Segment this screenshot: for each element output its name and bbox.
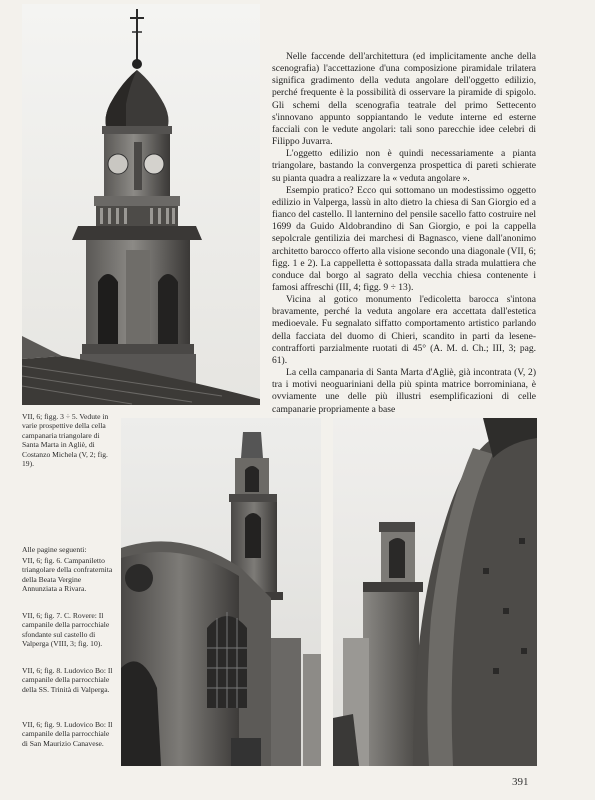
tower-perspective-illustration (333, 418, 537, 766)
bell-tower-illustration (22, 4, 260, 405)
caption-figs-3-5: VII, 6; figg. 3 ÷ 5. Vedute in varie prospettive della cella campanaria triangolare di Santa Marta in Agliè, di Costanzo Michela (V, 2; fig. 19). (22, 412, 109, 469)
caption-fig-7: VII, 6; fig. 7. C. Rovere: Il campanile della parrocchiale sfondante sul castello di Valperga (VIII, 3; fig. 10). (22, 611, 110, 649)
page-number: 391 (512, 776, 529, 788)
main-text (272, 51, 536, 416)
church-tower-photo (121, 418, 321, 766)
caption-fig-8: VII, 6; fig. 8. Ludovico Bo: Il campanile della parrocchiale della SS. Trinità di Valperga. (22, 666, 113, 694)
paragraph: L'oggetto edilizio non è quindi necessariamente a pianta triangolare, bastando la convergenza prospettica di pareti schierate su pianta quadra a realizzare la « veduta angolare ». (272, 148, 536, 184)
bell-tower-photo (22, 4, 260, 405)
paragraph: Nelle faccende dell'architettura (ed implicitamente anche della scenografia) l'accettazione d'una composizione piramidale trilatera significa gradimento della veduta angolare dell'oggetto edilizio, perché frequente è la possibilità di osservare la piramide di spigolo. Gli schemi della scenografia teatrale del primo Settecento s'innovano appunto soppiantando le vedute interne ed esterne facciali con le vedute angolari: tali sono parecchie idee celebri di Filippo Juvarra. (272, 51, 536, 148)
caption-following-pages-heading: Alle pagine seguenti: (22, 545, 87, 554)
paragraph: Vicina al gotico monumento l'edicoletta barocca s'intona bravamente, perché la veduta angolare era accettata dall'estetica medioevale. Fu segnalato siffatto comportamento artistico parlando della facciata del duomo di Chieri, scandito in parti da lesene-contrafforti parzialmente ruotati di 45° (A. M. d. Ch.; III, 3; pag. 61). (272, 294, 536, 366)
caption-fig-6: VII, 6; fig. 6. Campaniletto triangolare della confraternita della Beata Vergine Annunziata a Rivara. (22, 556, 113, 594)
caption-fig-9: VII, 6; fig. 9. Ludovico Bo: Il campanile della parrocchiale di San Maurizio Canavese. (22, 720, 113, 748)
church-tower-illustration (121, 418, 321, 766)
paragraph: Esempio pratico? Ecco qui sottomano un modestissimo oggetto edilizio in Valperga, lassù in alto dietro la chiesa di San Giorgio ed a fianco del castello. Il lanternino del pensile sacello fatto costruire nel 1699 da Guido Aldobrandino di San Giorgio, e poi la cappella sepolcrale gentilizia dei marchesi di Bagnasco, viene dall'anonimo architetto barocco offerto alla visione secondo una diagonale (VII, 6; figg. 1 e 2). La cappelletta è sottopassata dalla strada mulattiera che conduce dal borgo al sagrato della vecchia chiesa contenente i famosi affreschi (III, 4; figg. 9 ÷ 13). (272, 184, 536, 293)
paragraph: La cella campanaria di Santa Marta d'Agliè, già incontrata (V, 2) tra i motivi neoguariniani della più spinta matrice borrominiana, è ovviamente une delle più illustri esemplificazioni di celle campanarie propriamente a base (272, 367, 536, 415)
tower-perspective-photo (333, 418, 537, 766)
